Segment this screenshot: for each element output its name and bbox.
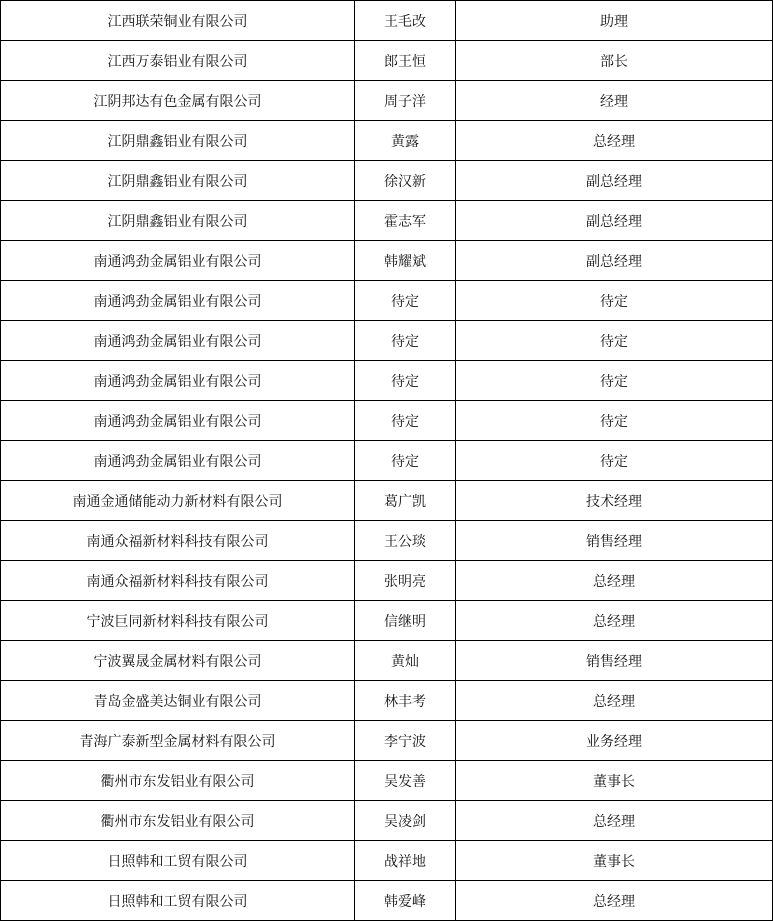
company-cell: 宁波翼晟金属材料有限公司 [1,641,355,681]
person-name-cell: 信继明 [355,601,456,641]
job-title-cell: 总经理 [456,681,773,721]
person-name-cell: 吴凌剑 [355,801,456,841]
table-row [1,601,773,641]
job-title-cell: 总经理 [456,121,773,161]
table-row [1,161,773,201]
table-row [1,521,773,561]
company-cell: 青海广泰新型金属材料有限公司 [1,721,355,761]
company-cell: 南通鸿劲金属铝业有限公司 [1,401,355,441]
job-title-cell: 技术经理 [456,481,773,521]
job-title-cell: 业务经理 [456,721,773,761]
table-row [1,721,773,761]
job-title-cell: 董事长 [456,841,773,881]
person-name-cell: 待定 [355,401,456,441]
company-cell: 江阴邦达有色金属有限公司 [1,81,355,121]
job-title-cell: 部长 [456,41,773,81]
job-title-cell: 销售经理 [456,521,773,561]
table-body [1,1,773,921]
job-title-cell: 副总经理 [456,161,773,201]
company-cell: 南通众福新材料科技有限公司 [1,521,355,561]
table-row [1,41,773,81]
job-title-cell: 助理 [456,1,773,41]
job-title-cell: 待定 [456,361,773,401]
person-name-cell: 待定 [355,361,456,401]
job-title-cell: 总经理 [456,881,773,921]
job-title-cell: 经理 [456,81,773,121]
table-row [1,401,773,441]
company-cell: 日照韩和工贸有限公司 [1,881,355,921]
company-cell: 江阴鼎鑫铝业有限公司 [1,201,355,241]
table-row [1,361,773,401]
person-name-cell: 徐汉新 [355,161,456,201]
person-name-cell: 王公琰 [355,521,456,561]
person-name-cell: 韩耀斌 [355,241,456,281]
table-row [1,241,773,281]
company-cell: 衢州市东发铝业有限公司 [1,761,355,801]
table-row [1,81,773,121]
table-row [1,761,773,801]
job-title-cell: 副总经理 [456,241,773,281]
company-cell: 日照韩和工贸有限公司 [1,841,355,881]
company-cell: 南通金通储能动力新材料有限公司 [1,481,355,521]
company-cell: 青岛金盛美达铜业有限公司 [1,681,355,721]
person-name-cell: 周子洋 [355,81,456,121]
table-row [1,881,773,921]
person-name-cell: 待定 [355,441,456,481]
job-title-cell: 总经理 [456,601,773,641]
company-cell: 江西联荣铜业有限公司 [1,1,355,41]
person-name-cell: 待定 [355,281,456,321]
person-name-cell: 黄灿 [355,641,456,681]
job-title-cell: 总经理 [456,561,773,601]
company-cell: 江阴鼎鑫铝业有限公司 [1,161,355,201]
job-title-cell: 待定 [456,281,773,321]
job-title-cell: 待定 [456,401,773,441]
person-name-cell: 李宁波 [355,721,456,761]
job-title-cell: 总经理 [456,801,773,841]
table-row [1,321,773,361]
company-cell: 南通鸿劲金属铝业有限公司 [1,441,355,481]
table-row [1,681,773,721]
table-row [1,481,773,521]
job-title-cell: 待定 [456,321,773,361]
person-name-cell: 郎王恒 [355,41,456,81]
person-name-cell: 王毛改 [355,1,456,41]
company-cell: 江西万泰铝业有限公司 [1,41,355,81]
table-row [1,801,773,841]
company-cell: 南通鸿劲金属铝业有限公司 [1,241,355,281]
company-cell: 南通众福新材料科技有限公司 [1,561,355,601]
person-name-cell: 吴发善 [355,761,456,801]
table-row [1,201,773,241]
person-name-cell: 战祥地 [355,841,456,881]
company-cell: 南通鸿劲金属铝业有限公司 [1,361,355,401]
person-name-cell: 待定 [355,321,456,361]
person-name-cell: 韩爱峰 [355,881,456,921]
company-cell: 南通鸿劲金属铝业有限公司 [1,281,355,321]
table-row [1,641,773,681]
table-row [1,121,773,161]
person-name-cell: 黄露 [355,121,456,161]
job-title-cell: 销售经理 [456,641,773,681]
table-row [1,281,773,321]
table-row [1,561,773,601]
person-name-cell: 林丰考 [355,681,456,721]
table-row [1,1,773,41]
job-title-cell: 副总经理 [456,201,773,241]
table-row [1,841,773,881]
company-cell: 江阴鼎鑫铝业有限公司 [1,121,355,161]
table-row [1,441,773,481]
job-title-cell: 待定 [456,441,773,481]
job-title-cell: 董事长 [456,761,773,801]
person-name-cell: 张明亮 [355,561,456,601]
person-name-cell: 霍志军 [355,201,456,241]
company-cell: 南通鸿劲金属铝业有限公司 [1,321,355,361]
person-name-cell: 葛广凯 [355,481,456,521]
company-cell: 衢州市东发铝业有限公司 [1,801,355,841]
company-cell: 宁波巨同新材料科技有限公司 [1,601,355,641]
